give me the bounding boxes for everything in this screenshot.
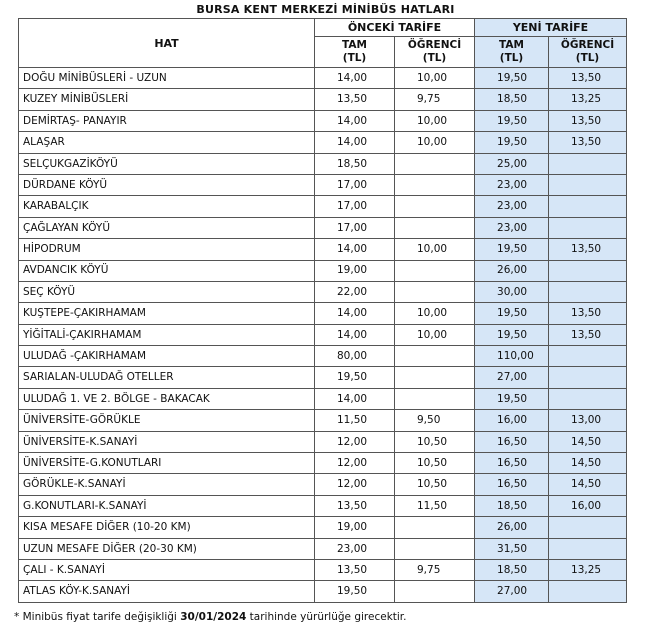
route-name: AVDANCIK KÖYÜ: [19, 260, 315, 281]
old-tam-cell: 12,00: [315, 431, 395, 452]
new-ogrenci-cell: [549, 196, 627, 217]
new-ogrenci-cell: [549, 217, 627, 238]
new-tam-cell: 16,50: [475, 453, 549, 474]
old-tam-cell: 22,00: [315, 281, 395, 302]
old-tam-cell: 19,00: [315, 517, 395, 538]
old-ogrenci-cell: 10,00: [395, 239, 475, 260]
new-tam-cell: 19,50: [475, 239, 549, 260]
new-ogrenci-cell: 13,00: [549, 410, 627, 431]
old-tam-cell: 14,00: [315, 132, 395, 153]
new-tam-cell: 16,50: [475, 431, 549, 452]
route-name: SARIALAN-ULUDAĞ OTELLER: [19, 367, 315, 388]
new-tam-cell: 30,00: [475, 281, 549, 302]
old-tam-cell: 12,00: [315, 474, 395, 495]
new-ogrenci-cell: [549, 517, 627, 538]
new-ogrenci-cell: 13,50: [549, 239, 627, 260]
table-row: [19, 410, 627, 431]
old-tam-cell: 13,50: [315, 559, 395, 580]
old-ogrenci-cell: 9,50: [395, 410, 475, 431]
old-tam-cell: 11,50: [315, 410, 395, 431]
effective-date: 30/01/2024: [180, 611, 247, 623]
old-ogrenci-cell: [395, 153, 475, 174]
table-row: [19, 388, 627, 409]
new-ogrenci-cell: [549, 581, 627, 602]
table-row: [19, 559, 627, 580]
table-row: [19, 174, 627, 195]
route-name: KUŞTEPE-ÇAKIRHAMAM: [19, 303, 315, 324]
new-tam-cell: 16,00: [475, 410, 549, 431]
old-tam-cell: 18,50: [315, 153, 395, 174]
new-tam-cell: 31,50: [475, 538, 549, 559]
table-row: [19, 132, 627, 153]
old-tam-cell: 19,00: [315, 260, 395, 281]
new-tam-cell: 18,50: [475, 89, 549, 110]
table-row: [19, 346, 627, 367]
route-name: YİĞİTALİ-ÇAKIRHAMAM: [19, 324, 315, 345]
table-row: [19, 196, 627, 217]
new-tam-cell: 19,50: [475, 324, 549, 345]
table-row: [19, 281, 627, 302]
old-tariff-header: ÖNCEKİ TARİFE: [315, 19, 475, 37]
route-name: ULUDAĞ -ÇAKIRHAMAM: [19, 346, 315, 367]
old-tam-cell: 14,00: [315, 239, 395, 260]
new-ogrenci-cell: [549, 153, 627, 174]
old-ogrenci-cell: 10,00: [395, 303, 475, 324]
old-ogrenci-cell: [395, 217, 475, 238]
table-row: [19, 581, 627, 602]
hat-header: HAT: [19, 19, 315, 68]
old-ogrenci-cell: 9,75: [395, 559, 475, 580]
table-row: [19, 68, 627, 89]
table-row: [19, 495, 627, 516]
footnote: * Minibüs fiyat tarife değişikliği 30/01/2024 tarihinde yürürlüğe girecektir.: [14, 611, 407, 623]
new-tam-cell: 16,50: [475, 474, 549, 495]
route-name: SEÇ KÖYÜ: [19, 281, 315, 302]
route-name: G.KONUTLARI-K.SANAYİ: [19, 495, 315, 516]
new-ogrenci-cell: [549, 538, 627, 559]
new-tam-cell: 19,50: [475, 303, 549, 324]
new-ogrenci-cell: 14,50: [549, 474, 627, 495]
old-tam-cell: 19,50: [315, 367, 395, 388]
old-tam-cell: 23,00: [315, 538, 395, 559]
new-tam-cell: 27,00: [475, 367, 549, 388]
route-name: DEMİRTAŞ- PANAYIR: [19, 110, 315, 131]
old-ogrenci-cell: 11,50: [395, 495, 475, 516]
new-ogrenci-cell: 13,25: [549, 559, 627, 580]
old-ogrenci-cell: 10,50: [395, 474, 475, 495]
old-ogrenci-cell: [395, 346, 475, 367]
old-ogrenci-cell: 10,00: [395, 324, 475, 345]
old-ogrenci-header: ÖĞRENCİ (TL): [395, 37, 475, 68]
old-ogrenci-cell: 10,00: [395, 68, 475, 89]
old-ogrenci-cell: [395, 174, 475, 195]
new-ogrenci-cell: [549, 260, 627, 281]
old-ogrenci-cell: [395, 388, 475, 409]
old-tam-cell: 17,00: [315, 196, 395, 217]
new-ogrenci-cell: 13,50: [549, 324, 627, 345]
old-tam-cell: 80,00: [315, 346, 395, 367]
old-tam-cell: 13,50: [315, 495, 395, 516]
old-ogrenci-cell: 10,50: [395, 453, 475, 474]
new-ogrenci-cell: 13,50: [549, 132, 627, 153]
route-name: ATLAS KÖY-K.SANAYİ: [19, 581, 315, 602]
old-tam-cell: 13,50: [315, 89, 395, 110]
table-row: [19, 538, 627, 559]
new-tam-cell: 18,50: [475, 495, 549, 516]
route-name: KARABALÇIK: [19, 196, 315, 217]
old-ogrenci-cell: [395, 538, 475, 559]
new-tam-cell: 19,50: [475, 388, 549, 409]
page-title: BURSA KENT MERKEZİ MİNİBÜS HATLARI: [196, 3, 455, 16]
new-tam-cell: 19,50: [475, 68, 549, 89]
new-ogrenci-cell: 14,50: [549, 431, 627, 452]
route-name: KUZEY MİNİBÜSLERİ: [19, 89, 315, 110]
table-row: [19, 89, 627, 110]
new-ogrenci-cell: [549, 281, 627, 302]
new-tam-cell: 19,50: [475, 132, 549, 153]
route-name: ÇAĞLAYAN KÖYÜ: [19, 217, 315, 238]
new-ogrenci-cell: [549, 367, 627, 388]
table-row: [19, 260, 627, 281]
old-tam-cell: 14,00: [315, 388, 395, 409]
old-tam-cell: 14,00: [315, 303, 395, 324]
route-name: KISA MESAFE DİĞER (10-20 KM): [19, 517, 315, 538]
route-name: ALAŞAR: [19, 132, 315, 153]
new-tam-cell: 18,50: [475, 559, 549, 580]
old-ogrenci-cell: [395, 367, 475, 388]
table-row: [19, 239, 627, 260]
old-ogrenci-cell: 10,00: [395, 132, 475, 153]
new-tam-cell: 19,50: [475, 110, 549, 131]
new-ogrenci-cell: [549, 346, 627, 367]
old-tam-cell: 12,00: [315, 453, 395, 474]
new-ogrenci-cell: 13,25: [549, 89, 627, 110]
new-tam-cell: 27,00: [475, 581, 549, 602]
route-name: ÜNİVERSİTE-K.SANAYİ: [19, 431, 315, 452]
tariff-rows: [19, 68, 627, 603]
new-ogrenci-cell: [549, 388, 627, 409]
new-ogrenci-cell: 14,50: [549, 453, 627, 474]
new-tam-cell: 23,00: [475, 217, 549, 238]
route-name: ÜNİVERSİTE-G.KONUTLARI: [19, 453, 315, 474]
old-ogrenci-cell: [395, 260, 475, 281]
old-tam-header: TAM (TL): [315, 37, 395, 68]
new-ogrenci-header: ÖĞRENCİ (TL): [549, 37, 627, 68]
table-row: [19, 367, 627, 388]
new-tam-cell: 26,00: [475, 260, 549, 281]
old-ogrenci-cell: [395, 517, 475, 538]
old-tam-cell: 14,00: [315, 68, 395, 89]
new-ogrenci-cell: [549, 174, 627, 195]
table-row: [19, 431, 627, 452]
table-row: [19, 303, 627, 324]
route-name: UZUN MESAFE DİĞER (20-30 KM): [19, 538, 315, 559]
route-name: GÖRÜKLE-K.SANAYİ: [19, 474, 315, 495]
route-name: HİPODRUM: [19, 239, 315, 260]
table-row: [19, 324, 627, 345]
old-tam-cell: 14,00: [315, 110, 395, 131]
route-name: DÜRDANE KÖYÜ: [19, 174, 315, 195]
table-row: [19, 110, 627, 131]
table-row: [19, 217, 627, 238]
route-name: SELÇUKGAZİKÖYÜ: [19, 153, 315, 174]
old-ogrenci-cell: [395, 581, 475, 602]
old-tam-cell: 17,00: [315, 174, 395, 195]
old-tam-cell: 17,00: [315, 217, 395, 238]
table-row: [19, 453, 627, 474]
table-row: [19, 153, 627, 174]
old-ogrenci-cell: 10,00: [395, 110, 475, 131]
new-tariff-header: YENİ TARİFE: [475, 19, 627, 37]
new-ogrenci-cell: 13,50: [549, 303, 627, 324]
new-ogrenci-cell: 13,50: [549, 110, 627, 131]
new-ogrenci-cell: 13,50: [549, 68, 627, 89]
old-ogrenci-cell: [395, 281, 475, 302]
new-ogrenci-cell: 16,00: [549, 495, 627, 516]
table-row: [19, 474, 627, 495]
table-row: [19, 517, 627, 538]
new-tam-cell: 23,00: [475, 174, 549, 195]
new-tam-cell: 110,00: [475, 346, 549, 367]
new-tam-cell: 23,00: [475, 196, 549, 217]
new-tam-cell: 26,00: [475, 517, 549, 538]
tariff-table: [18, 18, 627, 603]
new-tam-header: TAM (TL): [475, 37, 549, 68]
old-ogrenci-cell: 9,75: [395, 89, 475, 110]
old-tam-cell: 14,00: [315, 324, 395, 345]
route-name: ULUDAĞ 1. VE 2. BÖLGE - BAKACAK: [19, 388, 315, 409]
route-name: DOĞU MİNİBÜSLERİ - UZUN: [19, 68, 315, 89]
old-ogrenci-cell: [395, 196, 475, 217]
new-tam-cell: 25,00: [475, 153, 549, 174]
route-name: ÜNİVERSİTE-GÖRÜKLE: [19, 410, 315, 431]
old-ogrenci-cell: 10,50: [395, 431, 475, 452]
old-tam-cell: 19,50: [315, 581, 395, 602]
route-name: ÇALI - K.SANAYİ: [19, 559, 315, 580]
